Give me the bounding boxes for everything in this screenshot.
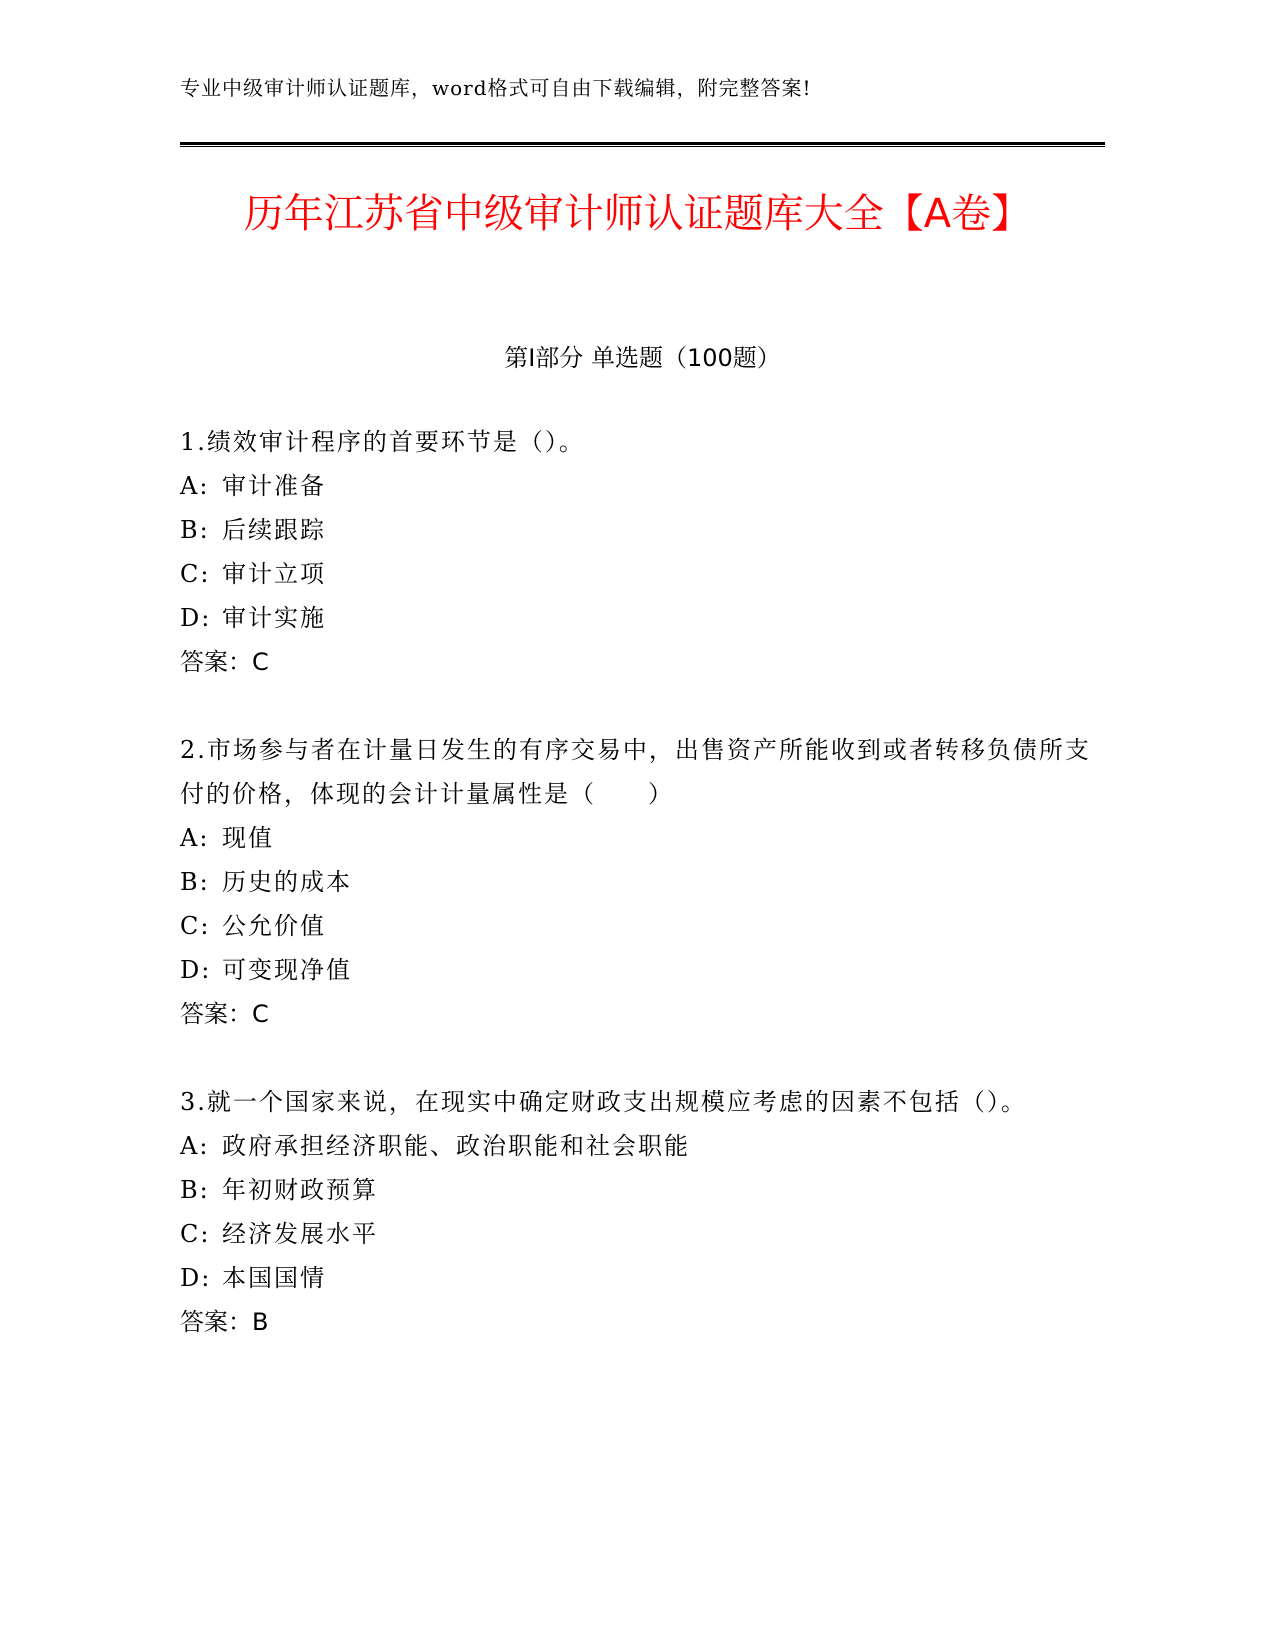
- option-text: 可变现净值: [222, 956, 352, 984]
- option-key: C:: [180, 1220, 211, 1248]
- question-stem: 1.绩效审计程序的首要环节是（）。: [180, 428, 585, 456]
- answer: 答案：B: [180, 1308, 269, 1336]
- option-key: A:: [180, 824, 210, 852]
- option-text: 审计准备: [222, 472, 326, 500]
- option-key: D:: [180, 604, 212, 632]
- option-text: 经济发展水平: [222, 1220, 378, 1248]
- option-text: 审计实施: [222, 604, 326, 632]
- option-a: [180, 464, 1110, 508]
- option-b: [180, 1168, 1110, 1212]
- option-a: [180, 1124, 1110, 1168]
- option-key: B:: [180, 516, 210, 544]
- option-d: [180, 948, 1110, 992]
- answer: 答案：C: [180, 648, 269, 676]
- option-text: 审计立项: [222, 560, 326, 588]
- option-c: [180, 1212, 1110, 1256]
- option-text: 年初财政预算: [222, 1176, 378, 1204]
- option-key: A:: [180, 472, 210, 500]
- option-text: 本国国情: [222, 1264, 326, 1292]
- option-key: B:: [180, 868, 210, 896]
- question-3: [180, 1080, 1110, 1344]
- option-text: 现值: [222, 824, 274, 852]
- option-c: [180, 904, 1110, 948]
- option-key: B:: [180, 1176, 210, 1204]
- option-text: 历史的成本: [222, 868, 352, 896]
- question-1: [180, 420, 1110, 684]
- question-2: [180, 728, 1110, 1036]
- section-title: 第I部分 单选题（100题）: [504, 344, 781, 372]
- option-a: [180, 816, 1110, 860]
- header-note: 专业中级审计师认证题库，word格式可自由下载编辑，附完整答案!: [180, 76, 812, 100]
- option-text: 公允价值: [222, 912, 326, 940]
- question-list: [180, 420, 1110, 1388]
- option-key: D:: [180, 956, 212, 984]
- question-stem: 3.就一个国家来说，在现实中确定财政支出规模应考虑的因素不包括（）。: [180, 1088, 1027, 1116]
- option-key: D:: [180, 1264, 212, 1292]
- option-b: [180, 508, 1110, 552]
- option-b: [180, 860, 1110, 904]
- option-text: 政府承担经济职能、政治职能和社会职能: [222, 1132, 690, 1160]
- option-key: C:: [180, 912, 211, 940]
- answer: 答案：C: [180, 1000, 269, 1028]
- header-divider: [180, 142, 1105, 147]
- option-key: C:: [180, 560, 211, 588]
- option-text: 后续跟踪: [222, 516, 326, 544]
- document-title: 历年江苏省中级审计师认证题库大全【A卷】: [243, 191, 1032, 237]
- option-key: A:: [180, 1132, 210, 1160]
- option-d: [180, 596, 1110, 640]
- option-c: [180, 552, 1110, 596]
- option-d: [180, 1256, 1110, 1300]
- question-stem: 2.市场参与者在计量日发生的有序交易中，出售资产所能收到或者转移负债所支付的价格，体现的会计计量属性是（ ）: [180, 736, 1091, 808]
